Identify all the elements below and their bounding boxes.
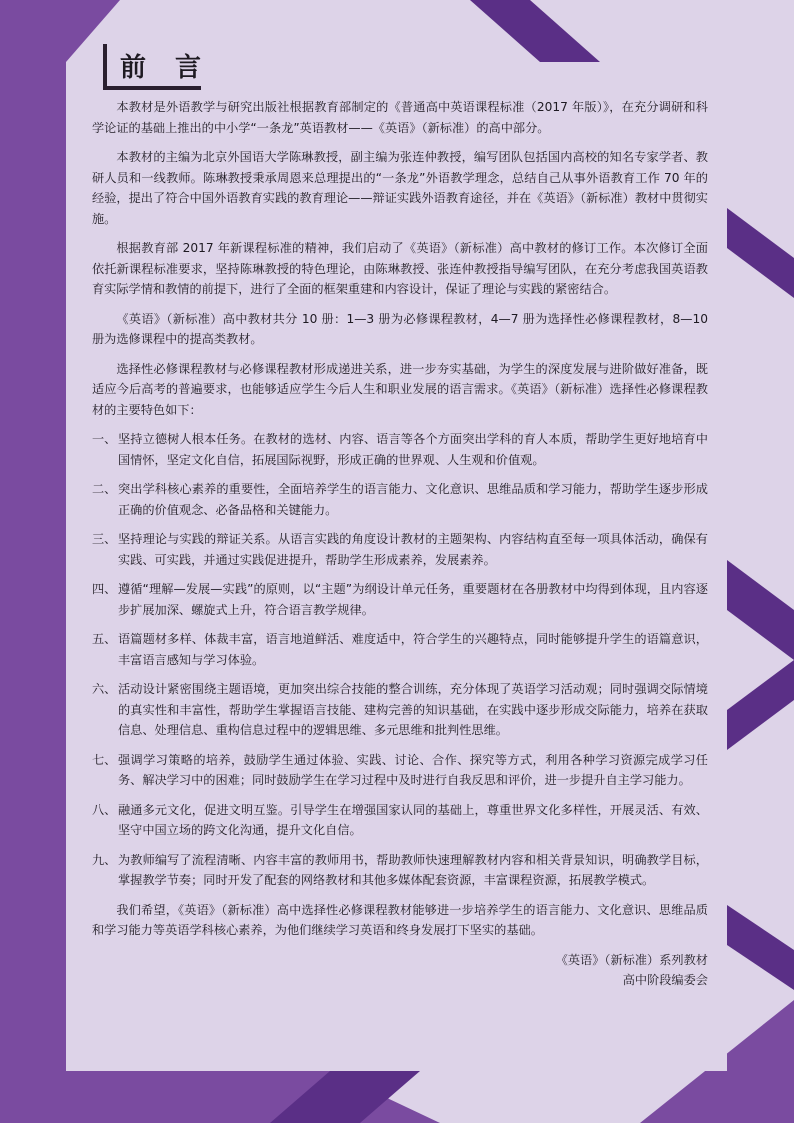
list-text: 语篇题材多样、体裁丰富，语言地道鲜活、难度适中，符合学生的兴趣特点，同时能够提升学生的语篇意识，丰富语言感知与学习体验。 [118,632,708,667]
page-title: 前 言 [120,53,212,83]
list-number: 七、 [92,752,117,767]
paragraph: 《英语》（新标准）高中教材共分 10 册：1—3 册为必修课程教材，4—7 册为选择性必修课程教材，8—10 册为选修课程中的提高类教材。 [92,311,708,346]
list-number: 四、 [92,582,117,596]
paragraph: 本教材的主编为北京外国语大学陈琳教授，副主编为张连仲教授，编写团队包括国内高校的知名专家学者、教研人员和一线教师。陈琳教授秉承周恩来总理提出的“一条龙”外语教学理念，总结自己从事外语教育工作 70 年的经验，提出了符合中国外语教育实践的教育理论——辩证实践外语教育途径，并在《英语》（新标准）教材中贯彻实施。 [92,150,708,226]
list-text: 为教师编写了流程清晰、内容丰富的教师用书，帮助教师快速理解教材内容和相关背景知识，明确教学目标，掌握教学节奏；同时开发了配套的网络教材和其他多媒体配套资源，丰富课程资源，拓展教学模式。 [118,852,708,887]
feature-list [92,429,708,891]
title-box [103,44,212,90]
paragraph: 本教材是外语教学与研究出版社根据教育部制定的《普通高中英语课程标准（2017 年版）》，在充分调研和科学论证的基础上推出的中小学“一条龙”英语教材——《英语》（新标准）的高中部分。 [92,100,708,135]
list-number: 六、 [92,682,117,696]
list-item [92,529,708,570]
closing-paragraph: 我们希望，《英语》（新标准）高中选择性必修课程教材能够进一步培养学生的语言能力、文化意识、思维品质和学习能力等英语学科核心素养，为他们继续学习英语和终身发展打下坚实的基础。 [92,902,708,937]
list-text: 活动设计紧密围绕主题语境，更加突出综合技能的整合训练，充分体现了英语学习活动观；同时强调交际情境的真实性和丰富性，帮助学生掌握语言技能、建构完善的知识基础，在实践中逐步形成交际能力，培养在获取信息、处理信息、重构信息过程中的逻辑思维、多元思维和批判性思维。 [118,682,708,737]
list-text: 坚持理论与实践的辩证关系。从语言实践的角度设计教材的主题架构、内容结构直至每一项具体活动，确保有实践、可实践，并通过实践促进提升，帮助学生形成素养，发展素养。 [118,532,708,567]
paragraph: 选择性必修课程教材与必修课程教材形成递进关系，进一步夯实基础，为学生的深度发展与进阶做好准备，既适应今后高考的普遍要求，也能够适应学生今后人生和职业发展的语言需求。《英语》（新标准）选择性必修课程教材的主要特色如下： [92,361,708,417]
preface-body [92,97,708,991]
list-item [92,579,708,620]
signature-series: 《英语》（新标准）系列教材 [555,952,708,967]
signature-block [92,950,708,991]
list-number: 三、 [92,532,117,546]
list-item [92,429,708,470]
list-text: 遵循“理解—发展—实践”的原则，以“主题”为纲设计单元任务，重要题材在各册教材中均得到体现，且内容逐步扩展加深、螺旋式上升，符合语言教学规律。 [118,582,708,617]
list-item [92,629,708,670]
list-number: 五、 [92,632,117,646]
list-number: 二、 [92,482,117,496]
list-item [92,750,708,791]
list-text: 突出学科核心素养的重要性，全面培养学生的语言能力、文化意识、思维品质和学习能力，帮助学生逐步形成正确的价值观念、必备品格和关键能力。 [118,482,708,517]
list-text: 强调学习策略的培养，鼓励学生通过体验、实践、讨论、合作、探究等方式，利用各种学习资源完成学习任务、解决学习中的困难；同时鼓励学生在学习过程中及时进行自我反思和评价，进一步提升自主学习能力。 [118,752,708,787]
list-text: 融通多元文化，促进文明互鉴。引导学生在增强国家认同的基础上，尊重世界文化多样性，开展灵活、有效、坚守中国立场的跨文化沟通，提升文化自信。 [118,802,708,837]
list-item [92,679,708,741]
list-item [92,850,708,891]
list-text: 坚持立德树人根本任务。在教材的选材、内容、语言等各个方面突出学科的育人本质，帮助学生更好地培育中国情怀，坚定文化自信，拓展国际视野，形成正确的世界观、人生观和价值观。 [118,432,708,467]
paragraph: 根据教育部 2017 年新课程标准的精神，我们启动了《英语》（新标准）高中教材的修订工作。本次修订全面依托新课程标准要求，坚持陈琳教授的特色理论，由陈琳教授、张连仲教授指导编写团队，在充分考虑我国英语教育实际学情和教情的前提下，进行了全面的框架重建和内容设计，保证了理论与实践的紧密结合。 [92,241,708,296]
list-number: 一、 [92,432,117,446]
list-number: 八、 [92,802,117,817]
list-number: 九、 [92,852,117,867]
list-item [92,479,708,520]
signature-committee: 高中阶段编委会 [622,973,708,987]
list-item [92,800,708,841]
